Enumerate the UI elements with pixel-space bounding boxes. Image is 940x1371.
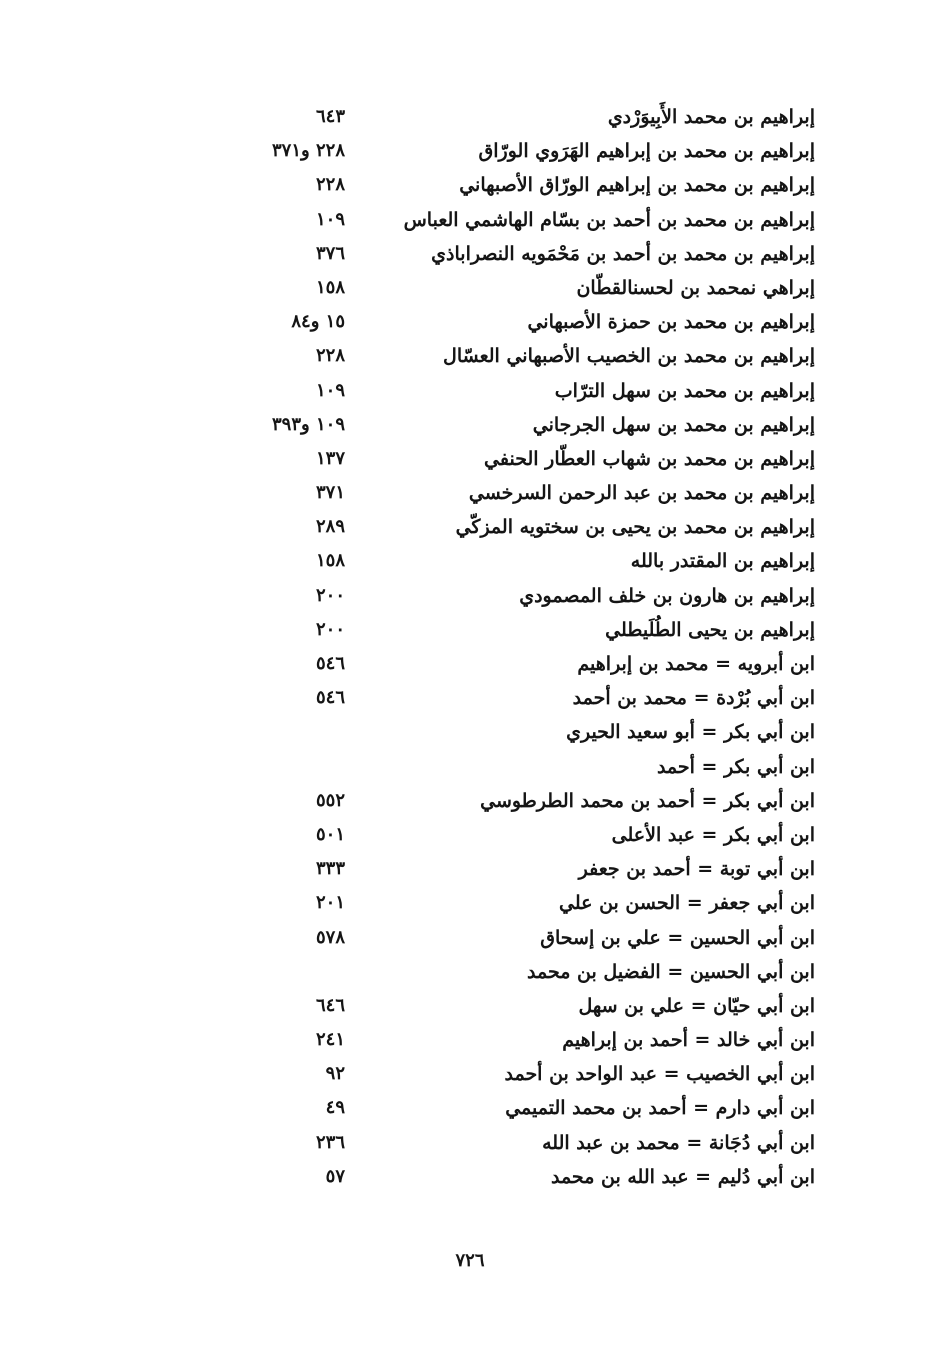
entry-page-refs: ١٥٨ xyxy=(315,276,345,298)
entry-page-refs: ١٥ و٨٤ xyxy=(291,311,345,333)
entry-page-refs: ٥٠١ xyxy=(315,823,345,845)
entry-name: إبراهيم بن يحيى الطُلَيطلي xyxy=(605,618,815,641)
entry-name: ابن أبي دُجَانة = محمد بن عبد الله xyxy=(542,1131,815,1154)
entry-page-refs: ١٠٩ و٣٩٣ xyxy=(272,413,345,435)
index-list xyxy=(110,100,815,1194)
page-number: ٧٢٦ xyxy=(455,1250,485,1271)
index-entry xyxy=(110,1126,815,1160)
index-entry xyxy=(110,579,815,613)
entry-page-refs: ٣٧٦ xyxy=(315,242,345,264)
entry-page-refs: ٥٤٦ xyxy=(315,687,345,709)
index-entry xyxy=(110,374,815,408)
index-entry xyxy=(110,1057,815,1091)
index-entry xyxy=(110,339,815,373)
index-entry xyxy=(110,203,815,237)
entry-page-refs: ٦٤٦ xyxy=(315,994,345,1016)
entry-name: ابن أبي بكر = أحمد xyxy=(656,755,815,778)
index-entry xyxy=(110,852,815,886)
index-entry xyxy=(110,921,815,955)
entry-page-refs: ١٠٩ xyxy=(315,208,345,230)
entry-page-refs: ٢٠٠ xyxy=(315,618,345,640)
entry-page-refs: ٥٧٨ xyxy=(315,926,345,948)
index-entry xyxy=(110,442,815,476)
entry-page-refs: ٢٤١ xyxy=(315,1029,345,1051)
index-entry xyxy=(110,1091,815,1125)
index-entry xyxy=(110,750,815,784)
index-entry xyxy=(110,100,815,134)
entry-name: ابن أبي بكر = أحمد بن محمد الطرطوسي xyxy=(480,789,815,812)
index-entry xyxy=(110,886,815,920)
index-entry xyxy=(110,237,815,271)
entry-page-refs: ٦٤٣ xyxy=(315,106,345,127)
entry-name: ابن أبي خالد = أحمد بن إبراهيم xyxy=(562,1029,815,1052)
entry-page-refs: ٩٢ xyxy=(325,1063,345,1085)
entry-name: ابن أبي توبة = أحمد بن جعفر xyxy=(578,858,815,881)
index-entry xyxy=(110,647,815,681)
entry-page-refs: ٥٤٦ xyxy=(315,653,345,674)
entry-name: ابن أبي دُليم = عبد الله بن محمد xyxy=(550,1165,815,1188)
index-entry xyxy=(110,784,815,818)
entry-name: إبراهيم بن محمد بن يحيى بن سختويه المزكّي xyxy=(455,516,815,539)
entry-page-refs: ٣٧١ xyxy=(315,482,345,504)
entry-name: ابن أبي الخصيب = عبد الواحد بن أحمد xyxy=(504,1063,815,1086)
entry-name: إبراهيم بن محمد بن شهاب العطّار الحنفي xyxy=(484,447,815,470)
entry-name: إبراهيم بن محمد بن أحمد بن مَحْمَويه النصراباذي xyxy=(431,242,815,265)
entry-name: إبراهيم بن محمد الأَبِيوَرْدي xyxy=(607,106,815,128)
entry-page-refs: ١٠٩ xyxy=(315,379,345,401)
index-entry xyxy=(110,1023,815,1057)
index-entry xyxy=(110,476,815,510)
entry-page-refs: ٢٢٨ xyxy=(315,345,345,367)
entry-name: إبراهيم بن محمد بن سهل الترّاب xyxy=(554,379,815,402)
index-entry xyxy=(110,818,815,852)
entry-page-refs: ٢٠٠ xyxy=(315,584,345,606)
index-entry xyxy=(110,134,815,168)
entry-name: ابن أبي بكر = أبو سعيد الحيري xyxy=(566,721,815,744)
entry-page-refs: ٤٩ xyxy=(325,1097,345,1119)
entry-name: ابن أبي الحسين = الفضيل بن محمد xyxy=(527,960,815,983)
index-entry xyxy=(110,613,815,647)
entry-name: إبراهيم بن محمد بن الخصيب الأصبهاني العسّال xyxy=(443,345,815,368)
entry-page-refs: ٥٥٢ xyxy=(315,789,345,811)
entry-name: إبراهي نمحمد بن لحسنالقطّان xyxy=(576,276,815,299)
entry-name: إبراهيم بن هارون بن خلف المصمودي xyxy=(519,584,815,607)
entry-page-refs: ٢٣٦ xyxy=(315,1131,345,1153)
entry-name: ابن أبي بُرْدة = محمد بن أحمد xyxy=(572,687,815,710)
entry-page-refs: ٣٣٣ xyxy=(315,858,345,880)
entry-page-refs: ١٣٧ xyxy=(315,447,345,469)
entry-name: إبراهيم بن محمد بن عبد الرحمن السرخسي xyxy=(468,482,815,505)
entry-name: إبراهيم بن محمد بن إبراهيم الورّاق الأصبهاني xyxy=(459,174,815,197)
entry-page-refs: ٥٧ xyxy=(325,1165,345,1187)
entry-name: إبراهيم بن المقتدر بالله xyxy=(630,550,815,573)
index-entry xyxy=(110,681,815,715)
index-entry xyxy=(110,271,815,305)
entry-name: إبراهيم بن محمد بن حمزة الأصبهاني xyxy=(527,311,815,334)
entry-page-refs: ٢٨٩ xyxy=(315,516,345,538)
index-entry xyxy=(110,715,815,749)
entry-page-refs: ٢٢٨ و٣٧١ xyxy=(272,140,345,162)
index-entry xyxy=(110,168,815,202)
index-entry xyxy=(110,305,815,339)
entry-name: إبراهيم بن محمد بن أحمد بن بسّام الهاشمي العباس xyxy=(403,208,815,231)
index-entry xyxy=(110,1160,815,1194)
index-entry xyxy=(110,989,815,1023)
entry-name: ابن أبي حيّان = علي بن سهل xyxy=(578,994,815,1017)
entry-name: ابن أبي جعفر = الحسن بن علي xyxy=(558,892,815,915)
entry-name: ابن أبي بكر = عبد الأعلى xyxy=(611,823,815,846)
entry-name: ابن أبرويه = محمد بن إبراهيم xyxy=(577,653,815,675)
index-entry xyxy=(110,510,815,544)
entry-page-refs: ٢٠١ xyxy=(315,892,345,914)
index-entry xyxy=(110,955,815,989)
entry-name: ابن أبي دارم = أحمد بن محمد التميمي xyxy=(505,1097,815,1120)
entry-name: إبراهيم بن محمد بن إبراهيم الهَرَوي الورّاق xyxy=(478,140,815,163)
entry-name: ابن أبي الحسين = علي بن إسحاق xyxy=(540,926,815,949)
entry-page-refs: ١٥٨ xyxy=(315,550,345,572)
entry-page-refs: ٢٢٨ xyxy=(315,174,345,196)
index-entry xyxy=(110,408,815,442)
entry-name: إبراهيم بن محمد بن سهل الجرجاني xyxy=(532,413,815,436)
index-entry xyxy=(110,544,815,578)
